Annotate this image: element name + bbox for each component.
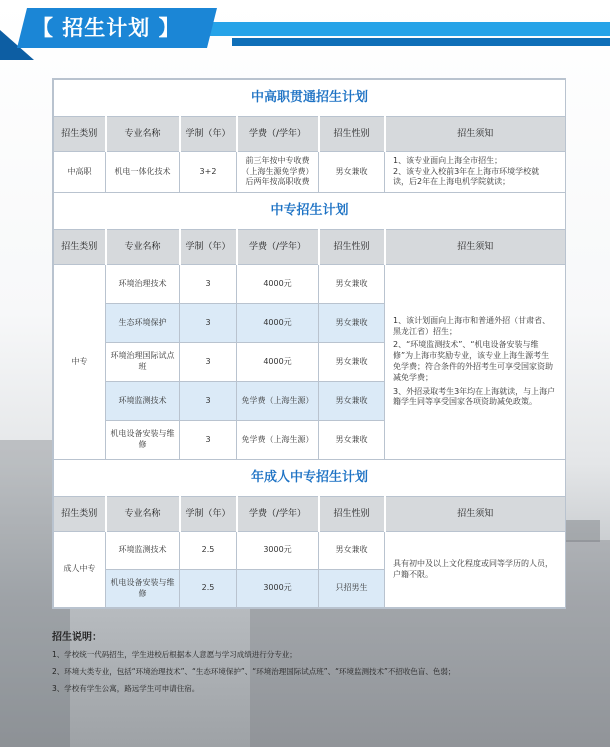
years-cell: 3+2 (180, 152, 237, 193)
years-cell: 2.5 (180, 570, 237, 608)
column-header: 学费（/学年） (237, 117, 319, 152)
explanation-line: 1、学校统一代码招生，学生进校后根据本人意愿与学习成绩进行分专业； (52, 650, 297, 659)
column-header: 招生性别 (319, 230, 385, 265)
enrollment-explanation (52, 630, 582, 697)
column-header: 学制（年） (180, 497, 237, 532)
years-cell: 3 (180, 382, 237, 421)
explanation-line: 3、学校有学生公寓，路远学生可申请住宿。 (52, 684, 200, 693)
major-cell: 生态环境保护 (106, 304, 180, 343)
gender-cell: 男女兼收 (319, 265, 385, 304)
major-cell: 环境监测技术 (106, 382, 180, 421)
column-header: 招生类别 (54, 117, 106, 152)
table-row (54, 265, 566, 304)
years-cell: 3 (180, 421, 237, 460)
category-cell: 成人中专 (54, 532, 106, 608)
fee-cell: 4000元 (237, 265, 319, 304)
major-cell: 环境治理国际试点班 (106, 343, 180, 382)
major-cell: 机电设备安装与维修 (106, 421, 180, 460)
column-header: 招生须知 (385, 117, 566, 152)
column-header: 招生性别 (319, 117, 385, 152)
column-header: 学制（年） (180, 117, 237, 152)
gender-cell: 男女兼收 (319, 532, 385, 570)
column-header: 招生类别 (54, 230, 106, 265)
fee-cell: 4000元 (237, 304, 319, 343)
years-cell: 3 (180, 343, 237, 382)
gender-cell: 男女兼收 (319, 421, 385, 460)
column-header: 招生须知 (385, 497, 566, 532)
gender-cell: 男女兼收 (319, 382, 385, 421)
section-title: 年成人中专招生计划 (54, 460, 566, 497)
fee-cell: 免学费（上海生源） (237, 421, 319, 460)
major-cell: 环境治理技术 (106, 265, 180, 304)
notes-cell: 1、该计划面向上海市和普通外招（甘肃省、黑龙江省）招生； 2、“环境监测技术”、“机电设备安装与维修”为上海市奖励专业，该专业上海生源考生免学费；符合条件的外招考生可享受国家资助减免学费； 3、外招录取考生3年均在上海就读，与上海户籍学生同等享受国家各项资助减免政策。 (385, 265, 566, 460)
gender-cell: 男女兼收 (319, 343, 385, 382)
column-header: 学费（/学年） (237, 497, 319, 532)
years-cell: 3 (180, 304, 237, 343)
table-row (54, 532, 566, 570)
fee-cell: 3000元 (237, 532, 319, 570)
enrollment-plan-table (52, 78, 566, 609)
major-cell: 环境监测技术 (106, 532, 180, 570)
gender-cell: 只招男生 (319, 570, 385, 608)
major-cell: 机电设备安装与维修 (106, 570, 180, 608)
fee-cell: 4000元 (237, 343, 319, 382)
fee-cell: 前三年按中专收费 （上海生源免学费） 后两年按高职收费 (237, 152, 319, 193)
notes-cell: 1、该专业面向上海全市招生； 2、该专业入校前3年在上海市环境学校就 读，后2年在上海电机学院就读； (385, 152, 566, 193)
fee-cell: 免学费（上海生源） (237, 382, 319, 421)
column-header: 招生类别 (54, 497, 106, 532)
category-cell: 中高职 (54, 152, 106, 193)
category-cell: 中专 (54, 265, 106, 460)
column-header: 专业名称 (106, 497, 180, 532)
table-row (54, 152, 566, 193)
explanation-line: 2、环境大类专业，包括“环境治理技术”、“生态环境保护”、“环境治理国际试点班”、“环境监测技术”不招收色盲、色弱； (52, 667, 456, 676)
column-header: 学制（年） (180, 230, 237, 265)
column-header: 专业名称 (106, 117, 180, 152)
years-cell: 3 (180, 265, 237, 304)
column-header: 学费（/学年） (237, 230, 319, 265)
notes-cell: 具有初中及以上文化程度或同等学历的人员，户籍不限。 (385, 532, 566, 608)
table-header-row (54, 117, 566, 152)
column-header: 专业名称 (106, 230, 180, 265)
section-title: 中专招生计划 (54, 193, 566, 230)
column-header: 招生须知 (385, 230, 566, 265)
table-header-row (54, 497, 566, 532)
gender-cell: 男女兼收 (319, 152, 385, 193)
major-cell: 机电一体化技术 (106, 152, 180, 193)
column-header: 招生性别 (319, 497, 385, 532)
section-title: 中高职贯通招生计划 (54, 80, 566, 117)
explanation-title: 招生说明： (52, 632, 102, 643)
gender-cell: 男女兼收 (319, 304, 385, 343)
years-cell: 2.5 (180, 532, 237, 570)
table-header-row (54, 230, 566, 265)
page-title: 【 招生计划 】 (32, 16, 181, 40)
page-header (0, 0, 610, 58)
fee-cell: 3000元 (237, 570, 319, 608)
